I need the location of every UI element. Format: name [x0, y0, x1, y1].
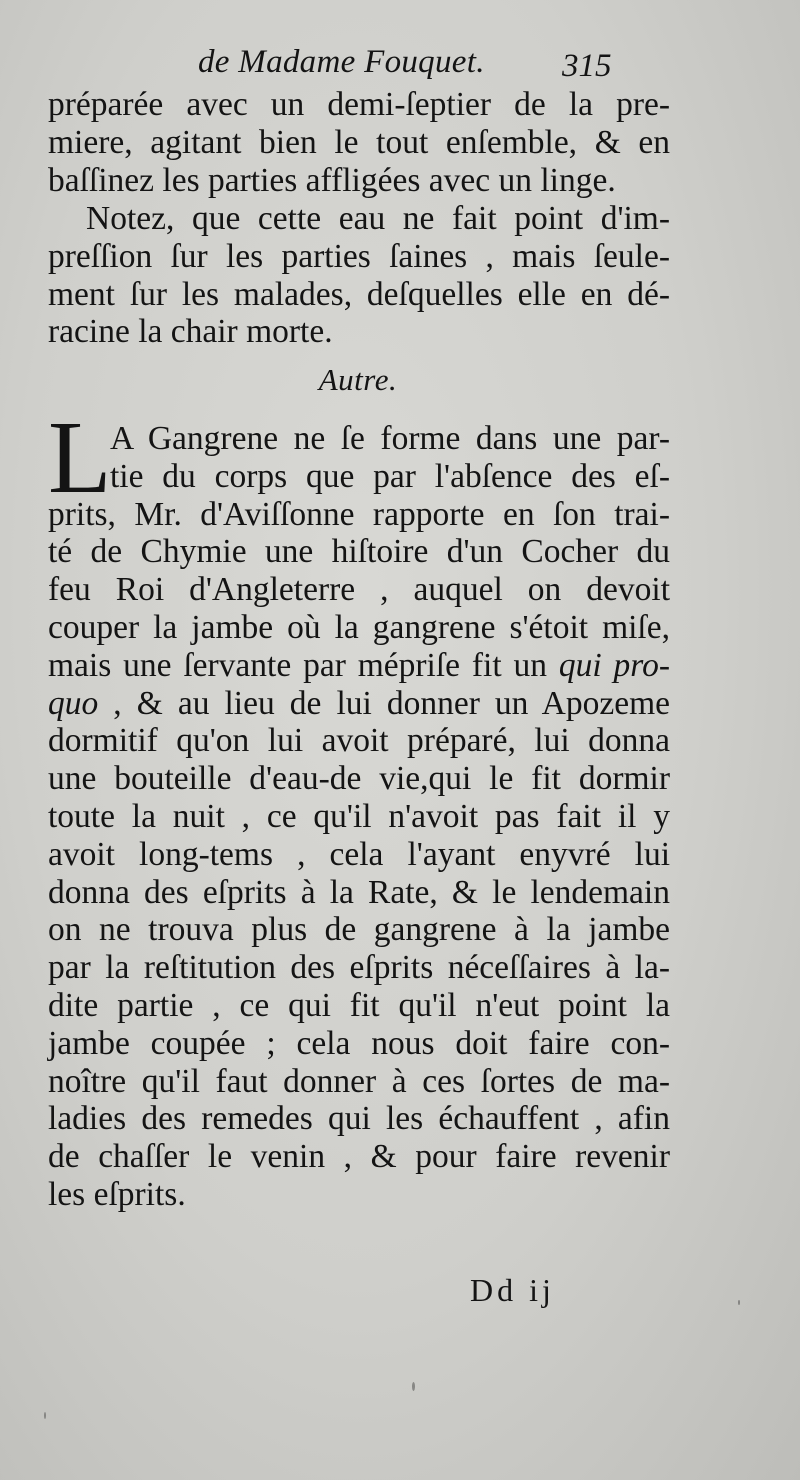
- running-head: de Madame Fouquet.: [198, 44, 485, 80]
- main-paragraph: [48, 400, 670, 1214]
- text-line: preſſion ſur les parties ſaines , mais ſeule-: [48, 237, 670, 275]
- page-number: 315: [562, 48, 612, 84]
- text-line: on ne trouva plus de gangrene à la jambe: [48, 911, 670, 949]
- text-line: toute la nuit , ce qu'il n'avoit pas fait il y: [48, 797, 670, 835]
- text-line: tie du corps que par l'abſence des eſ-: [110, 457, 670, 495]
- ink-speck: [412, 1382, 415, 1391]
- text-line: jambe coupée ; cela nous doit faire con-: [48, 1024, 670, 1062]
- italic-phrase: qui pro-: [558, 646, 670, 684]
- text-line-with-italic: [48, 647, 670, 685]
- text-line: racine la chair morte.: [48, 313, 333, 351]
- ink-speck: [738, 1300, 740, 1305]
- text-line: ladies des remedes qui les échauffent , afin: [48, 1100, 670, 1138]
- drop-cap: L: [48, 400, 112, 515]
- text-line: donna des eſprits à la Rate, & le lendemain: [48, 873, 670, 911]
- ink-speck: [44, 1412, 46, 1419]
- text-segment: mais une ſervante par mépriſe fit un: [48, 646, 559, 684]
- note-paragraph: [48, 200, 670, 351]
- section-title: [0, 362, 800, 398]
- text-line: de chaſſer le venin , & pour faire revenir: [48, 1138, 670, 1176]
- text-line: baſſinez les parties affligées avec un linge.: [48, 161, 616, 199]
- text-line: une bouteille d'eau-de vie,qui le fit dormir: [48, 760, 670, 798]
- text-line: té de Chymie une hiſtoire d'un Cocher du: [48, 533, 670, 571]
- text-line: noître qu'il faut donner à ces ſortes de ma-: [48, 1062, 670, 1100]
- text-line: dite partie , ce qui fit qu'il n'eut point la: [48, 986, 670, 1024]
- text-line-with-italic: [48, 685, 670, 723]
- text-line: A Gangrene ne ſe forme dans une par-: [110, 420, 670, 457]
- text-line: couper la jambe où la gangrene s'étoit miſe,: [48, 608, 670, 646]
- text-segment: , & au lieu de lui donner un Apozeme: [98, 684, 670, 722]
- text-line: miere, agitant bien le tout enſemble, & en: [48, 123, 670, 161]
- text-line: préparée avec un demi-ſeptier de la pre-: [48, 86, 670, 123]
- text-line: Notez, que cette eau ne fait point d'im-: [86, 200, 670, 237]
- text-line: les eſprits.: [48, 1175, 186, 1213]
- text-line: ment ſur les malades, deſquelles elle en dé-: [48, 275, 670, 313]
- signature-mark: Dd ij: [470, 1272, 555, 1308]
- text-line: feu Roi d'Angleterre , auquel on devoit: [48, 571, 670, 609]
- text-line: par la reſtitution des eſprits néceſſaires à la-: [48, 949, 670, 987]
- top-paragraph: [48, 86, 670, 199]
- italic-phrase: quo: [48, 684, 99, 722]
- text-line: avoit long-tems , cela l'ayant enyvré lui: [48, 835, 670, 873]
- section-title-text: Autre.: [318, 362, 398, 397]
- text-line: prits, Mr. d'Aviſſonne rapporte en ſon trai-: [48, 495, 670, 533]
- text-line: dormitif qu'on lui avoit préparé, lui donna: [48, 722, 670, 760]
